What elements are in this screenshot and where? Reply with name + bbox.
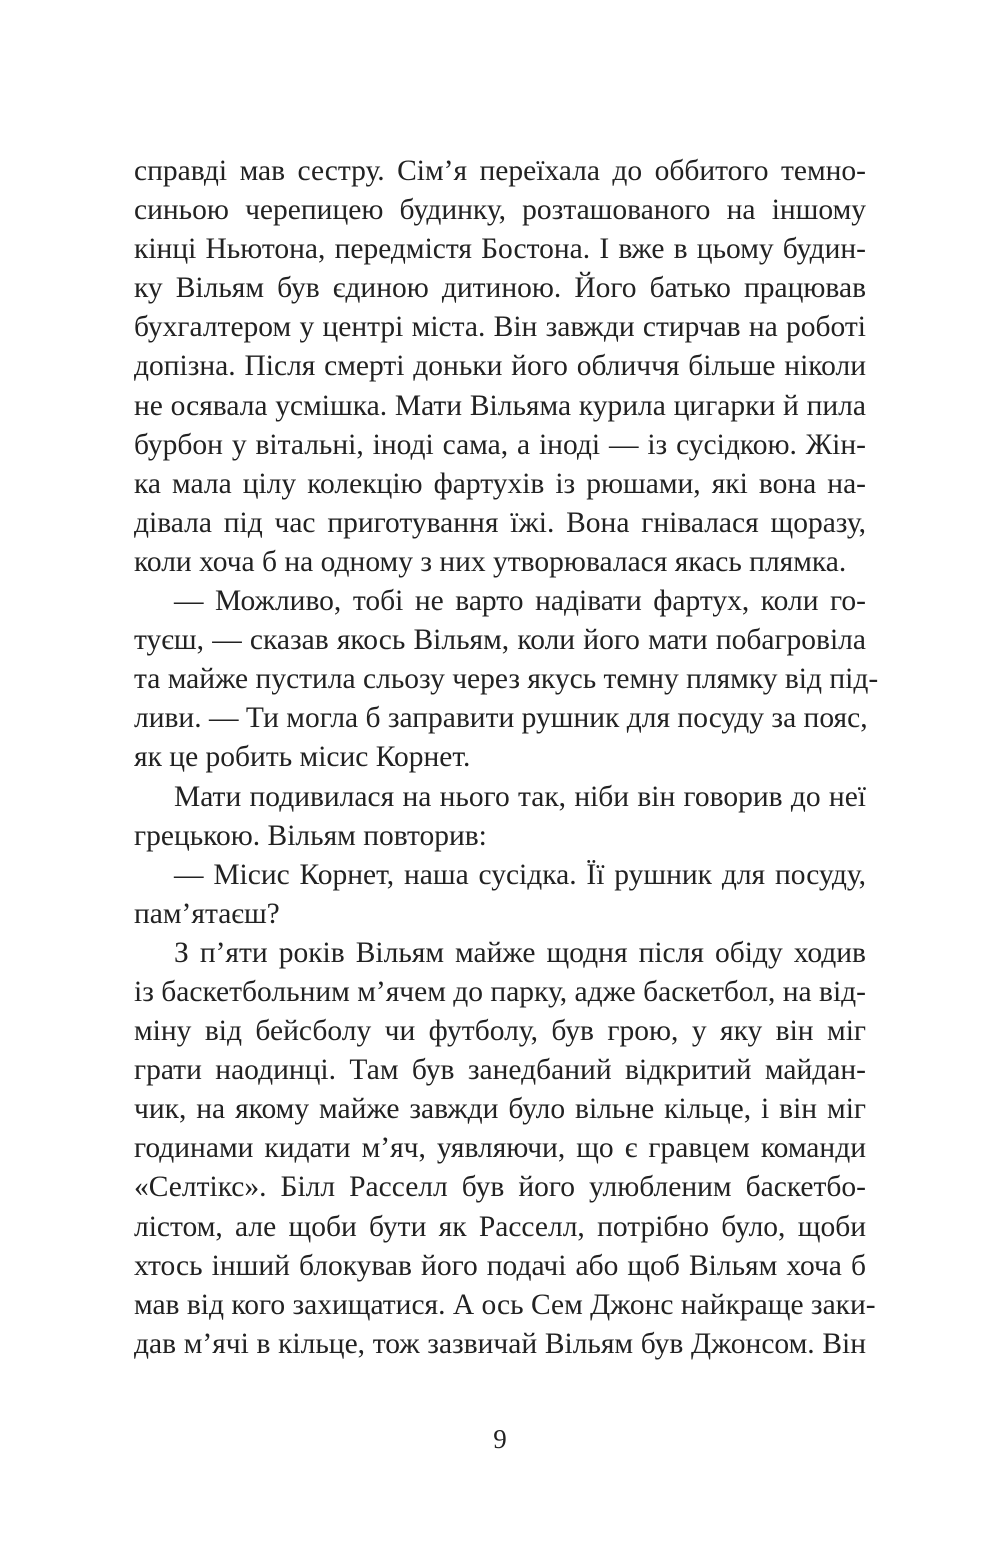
text-line: ка мала цілу колекцію фартухів із рюшами, які вона на- xyxy=(134,467,866,500)
text-line: грецькою. Вільям повторив: xyxy=(134,819,487,852)
text-line: та майже пустила сльозу через якусь темну плямку від під- xyxy=(134,663,879,696)
text-line: синьою черепицею будинку, розташованого на іншому xyxy=(134,194,866,227)
text-line: коли хоча б на одному з них утворювалася якась плямка. xyxy=(134,545,847,578)
text-line: чик, на якому майже завжди було вільне кільце, і він міг xyxy=(134,1093,866,1126)
text-line: міну від бейсболу чи футболу, був грою, у яку він міг xyxy=(134,1015,866,1048)
text-line: годинами кидати м’яч, уявляючи, що є гравцем команди xyxy=(134,1132,866,1165)
text-line: із баскетбольним м’ячем до парку, адже баскетбол, на від- xyxy=(134,975,866,1008)
text-line: справді мав сестру. Сім’я переїхала до оббитого темно- xyxy=(134,155,866,187)
text-line: пам’ятаєш? xyxy=(134,897,280,930)
text-line: Мати подивилася на нього так, ніби він говорив до неї xyxy=(174,780,866,813)
text-line: хтось інший блокував його подачі або щоб Вільям хоча б xyxy=(134,1249,866,1282)
text-line: ку Вільям був єдиною дитиною. Його батько працював xyxy=(134,272,866,305)
text-line: дав м’ячі в кільце, тож зазвичай Вільям був Джонсом. Він xyxy=(134,1327,866,1360)
body-text xyxy=(134,152,879,1364)
text-line: бурбон у вітальні, іноді сама, а іноді — із сусідкою. Жін- xyxy=(134,428,866,461)
text-line: допізна. Після смерті доньки його обличчя більше ніколи xyxy=(134,350,866,383)
text-line: дівала під час приготування їжі. Вона гнівалася щоразу, xyxy=(134,506,866,539)
text-line: ливи. — Ти могла б заправити рушник для посуду за пояс, xyxy=(134,702,868,735)
text-line: як це робить місис Корнет. xyxy=(134,741,471,774)
text-line: лістом, але щоби бути як Расселл, потрібно було, щоби xyxy=(134,1210,866,1243)
text-line: З п’яти років Вільям майже щодня після обіду ходив xyxy=(174,936,866,969)
text-line: — Місис Корнет, наша сусідка. Її рушник для посуду, xyxy=(174,858,866,891)
page-number: 9 xyxy=(493,1424,507,1454)
text-line: не осявала усмішка. Мати Вільяма курила цигарки й пила xyxy=(134,389,866,422)
text-line: грати наодинці. Там був занедбаний відкритий майдан- xyxy=(134,1054,866,1087)
text-line: — Можливо, тобі не варто надівати фартух, коли го- xyxy=(174,585,866,618)
text-line: туєш, — сказав якось Вільям, коли його мати побагровіла xyxy=(134,624,866,657)
text-line: кінці Ньютона, передмістя Бостона. І вже в цьому будин- xyxy=(134,233,866,266)
text-line: мав від кого захищатися. А ось Сем Джонс найкраще заки- xyxy=(134,1288,876,1321)
text-line: «Селтікс». Білл Расселл був його улюбленим баскетбо- xyxy=(134,1171,866,1204)
text-line: бухгалтером у центрі міста. Він завжди стирчав на роботі xyxy=(134,311,866,344)
